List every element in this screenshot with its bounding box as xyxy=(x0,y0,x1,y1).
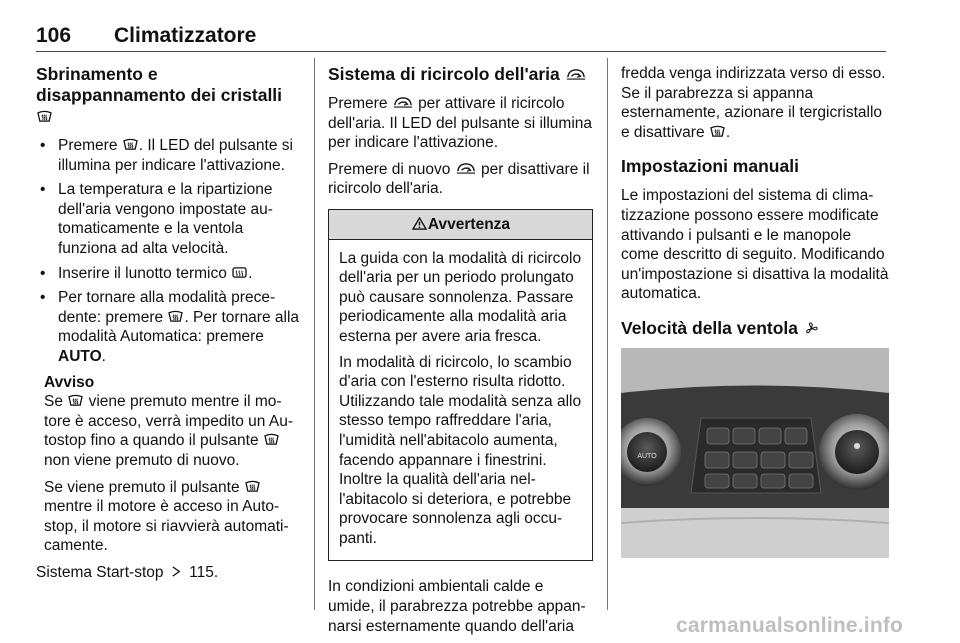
column-divider-2 xyxy=(607,58,608,610)
watermark: carmanualsonline.info xyxy=(676,614,904,637)
defrost-steps xyxy=(36,136,300,367)
list-item: • Per tornare alla modalità precedente: premere . Per tornare alla modalità Automatica: premere AUTO. xyxy=(36,288,300,366)
column-divider-1 xyxy=(314,58,315,610)
windshield-defrost-icon xyxy=(68,394,83,407)
column-2 xyxy=(328,64,593,643)
warning-title: Avvertenza xyxy=(427,215,511,233)
warning-body xyxy=(329,240,592,561)
note-title: Avviso xyxy=(44,373,95,391)
warning-triangle-icon xyxy=(412,217,427,230)
windshield-defrost-icon xyxy=(710,125,725,138)
section-heading-recirculation: Sistema di ricircolo dell'aria xyxy=(328,64,593,85)
page-reference-icon xyxy=(169,565,184,578)
windshield-defrost-icon xyxy=(245,480,260,493)
warning-header xyxy=(329,210,592,240)
header-rule xyxy=(36,51,886,52)
climate-control-panel-photo xyxy=(621,348,889,558)
note-paragraph: Se viene premuto mentre il motore è acceso, verrà impedito un Autostop fino a quando il pulsante non viene premuto di nuovo. xyxy=(44,393,294,469)
auto-knob-label: AUTO xyxy=(637,452,657,460)
note-box xyxy=(44,373,300,556)
fan-icon xyxy=(804,322,819,335)
paragraph: Premere di nuovo per disattivare il ricircolo dell'aria. xyxy=(328,160,590,198)
list-item: • Premere . Il LED del pulsante si illumina per indicare l'attivazione. xyxy=(36,136,300,175)
windshield-defrost-icon xyxy=(168,310,183,323)
windshield-defrost-icon xyxy=(264,433,279,446)
page-header xyxy=(36,24,926,50)
note-paragraph: Se viene premuto il pulsante mentre il motore è acceso in Autostop, il motore si riavvierà automaticamente. xyxy=(44,478,289,555)
warning-box xyxy=(328,209,593,562)
recirculation-icon xyxy=(566,68,586,81)
warning-paragraph: La guida con la modalità di ricircolo dell'aria per un periodo prolungato può causare sonnolenza. Passare periodicamente alla modalità aria esterna per avere aria fresca. xyxy=(339,249,582,345)
chapter-title: Climatizzatore xyxy=(114,24,257,47)
paragraph: fredda venga indirizzata verso di esso. Se il parabrezza si appanna esternamente, azionare il tergicristallo e disattivare . xyxy=(621,65,886,141)
recirculation-icon xyxy=(456,162,476,175)
section-heading-fan-speed: Velocità della ventola xyxy=(621,318,889,339)
paragraph: Le impostazioni del sistema di climatizzazione possono essere modificate attivando i pulsanti e le manopole come descritto di seguito. Modificando un'impostazione si disattiva la modalità automatica. xyxy=(621,187,889,303)
recirculation-icon xyxy=(393,96,413,109)
list-item: • La temperatura e la ripartizione dell'aria vengono impostate automaticamente e la ventola funziona ad alta velocità. xyxy=(36,180,300,258)
column-1 xyxy=(36,64,300,589)
section-heading-defrost: Sbrinamento e disappannamento dei cristalli xyxy=(36,64,300,127)
rear-window-heater-icon xyxy=(232,266,247,279)
page-number: 106 xyxy=(36,24,72,47)
windshield-defrost-icon xyxy=(123,138,138,151)
cross-reference[interactable]: Sistema Start-stop 115. xyxy=(36,563,219,581)
list-item: • Inserire il lunotto termico . xyxy=(36,264,300,284)
windshield-defrost-icon xyxy=(37,110,52,123)
section-heading-manual: Impostazioni manuali xyxy=(621,156,799,177)
column-3 xyxy=(621,64,889,558)
paragraph: Premere per attivare il ricircolo dell'aria. Il LED del pulsante si illumina per indicare l'attivazione. xyxy=(328,95,593,152)
paragraph: In condizioni ambientali calde e umide, il parabrezza potrebbe appannarsi esternamente quando dell'aria xyxy=(328,578,586,635)
warning-paragraph: In modalità di ricircolo, lo scambio d'aria con l'esterno risulta ridotto. Utilizzando tale modalità senza allo stesso tempo raffreddare l'aria, l'umidità nell'abitacolo aumenta, facendo appannare i finestrini. Inoltre la qualità dell'aria nell'abitacolo si deteriora, e potrebbe provocare sonnolenza agli occupanti. xyxy=(339,353,582,547)
